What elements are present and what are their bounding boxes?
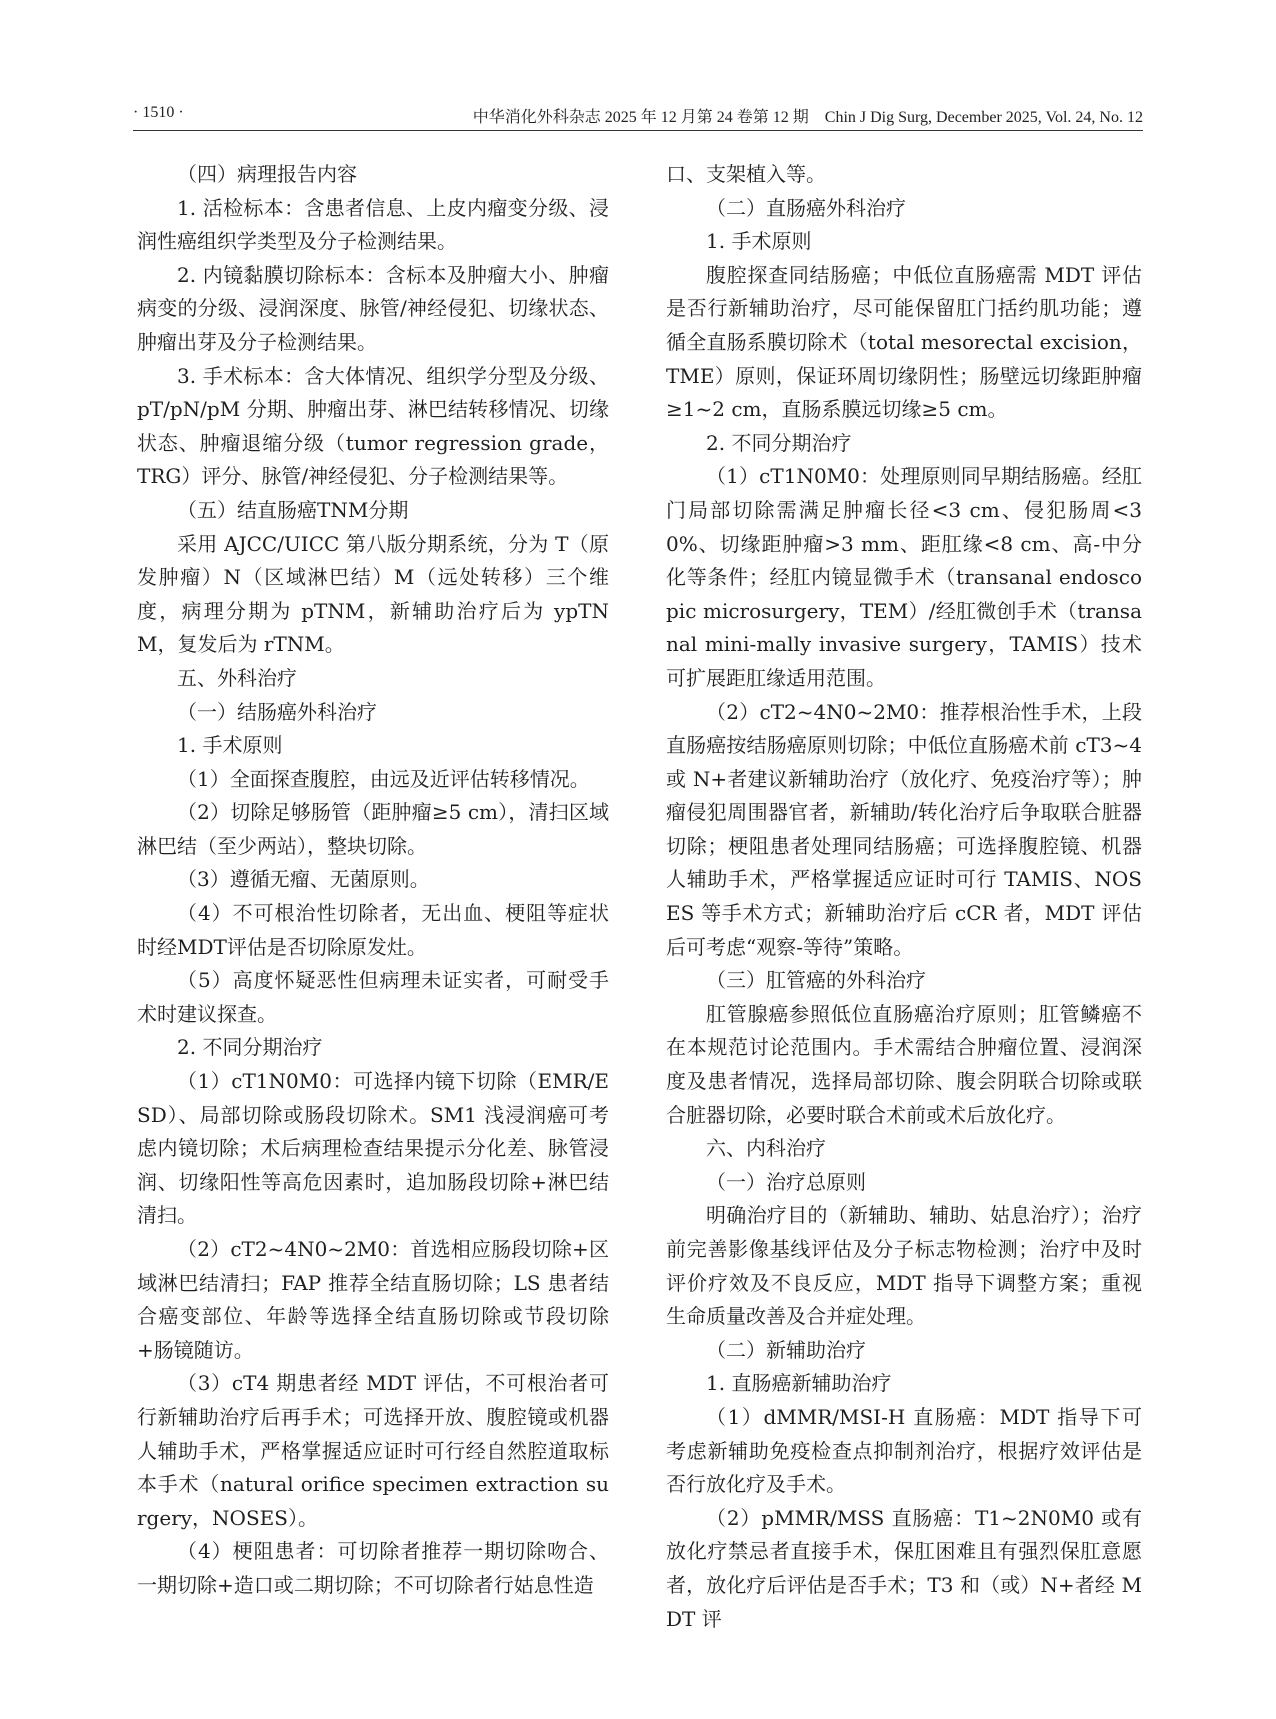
section-heading: （一）治疗总原则 bbox=[706, 1169, 866, 1194]
subsection-heading: 2. 不同分期治疗 bbox=[177, 1035, 323, 1060]
paragraph: 采用 AJCC/UICC 第八版分期系统，分为 T（原发肿瘤）N（区域淋巴结）M（远处转移）三个维度，病理分期为 pTNM，新辅助治疗后为 ypTNM，复发后为 rTNM。 bbox=[137, 531, 609, 657]
section-heading: （五）结直肠癌TNM分期 bbox=[177, 497, 409, 522]
paragraph: （2）切除足够肠管（距肿瘤≥5 cm），清扫区域淋巴结（至少两站），整块切除。 bbox=[137, 800, 609, 858]
section-heading: （三）肛管癌的外科治疗 bbox=[706, 968, 926, 993]
section-heading: （二）新辅助治疗 bbox=[706, 1337, 866, 1362]
paragraph: （1）cT1N0M0：可选择内镜下切除（EMR/ESD）、局部切除或肠段切除术。SM1 浅浸润癌可考虑内镜切除；术后病理检查结果提示分化差、脉管浸润、切缘阳性等高危因素时，追加肠段切除+淋巴结清扫。 bbox=[137, 1069, 609, 1228]
paragraph: （4）不可根治性切除者，无出血、梗阻等症状时经MDT评估是否切除原发灶。 bbox=[137, 901, 609, 959]
paragraph: 明确治疗目的（新辅助、辅助、姑息治疗）；治疗前完善影像基线评估及分子标志物检测；治疗中及时评价疗效及不良反应，MDT 指导下调整方案；重视生命质量改善及合并症处理。 bbox=[666, 1203, 1142, 1329]
paragraph: （2）cT2~4N0~2M0：推荐根治性手术，上段直肠癌按结肠癌原则切除；中低位直肠癌术前 cT3~4 或 N+者建议新辅助治疗（放化疗、免疫治疗等）；肿瘤侵犯周围器官者，新辅助/转化治疗后争取联合脏器切除；梗阻患者处理同结肠癌；可选择腹腔镜、机器人辅助手术，严格掌握适应证时可行 TAMIS、NOSES 等手术方式；新辅助治疗后 cCR 者，MDT 评估后可考虑“观察-等待”策略。 bbox=[666, 699, 1142, 959]
page-number: · 1510 · bbox=[133, 104, 184, 121]
paragraph: （3）遵循无瘤、无菌原则。 bbox=[177, 867, 430, 892]
section-heading: （一）结肠癌外科治疗 bbox=[177, 699, 377, 724]
journal-citation: 中华消化外科杂志 2025 年 12 月第 24 卷第 12 期 Chin J Dig Surg, December 2025, Vol. 24, No. 12 bbox=[472, 109, 1143, 126]
section-heading: 五、外科治疗 bbox=[177, 665, 297, 690]
subsection-heading: 1. 手术原则 bbox=[706, 229, 812, 254]
subsection-heading: 1. 直肠癌新辅助治疗 bbox=[706, 1371, 892, 1396]
paragraph: （四）病理报告内容 bbox=[177, 162, 357, 186]
paragraph: （3）cT4 期患者经 MDT 评估，不可根治者可行新辅助治疗后再手术；可选择开放、腹腔镜或机器人辅助手术，严格掌握适应证时可行经自然腔道取标本手术（natural orifice specimen extraction surgery，NOSES）。 bbox=[137, 1371, 609, 1530]
paragraph: （2）pMMR/MSS 直肠癌：T1~2N0M0 或有放化疗禁忌者直接手术，保肛困难且有强烈保肛意愿者，放化疗后评估是否手术；T3 和（或）N+者经 MDT 评 bbox=[666, 1505, 1142, 1631]
paragraph: 肛管腺癌参照低位直肠癌治疗原则；肛管鳞癌不在本规范讨论范围内。手术需结合肿瘤位置、浸润深度及患者情况，选择局部切除、腹会阴联合切除或联合脏器切除，必要时联合术前或术后放化疗。 bbox=[666, 1001, 1142, 1127]
paragraph: （1）dMMR/MSI-H 直肠癌：MDT 指导下可考虑新辅助免疫检查点抑制剂治疗，根据疗效评估是否行放化疗及手术。 bbox=[666, 1404, 1142, 1497]
paragraph: 3. 手术标本：含大体情况、组织学分型及分级、pT/pN/pM 分期、肿瘤出芽、淋巴结转移情况、切缘状态、肿瘤退缩分级（tumor regression grade，TRG）评分、脉管/神经侵犯、分子检测结果等。 bbox=[137, 363, 609, 489]
paragraph: （1）全面探查腹腔，由远及近评估转移情况。 bbox=[177, 766, 590, 791]
subsection-heading: 2. 不同分期治疗 bbox=[706, 430, 852, 455]
paragraph: （4）梗阻患者：可切除者推荐一期切除吻合、一期切除+造口或二期切除；不可切除者行姑息性造 bbox=[137, 1539, 609, 1597]
paragraph: 1. 活检标本：含患者信息、上皮内瘤变分级、浸润性癌组织学类型及分子检测结果。 bbox=[137, 195, 609, 254]
left-column bbox=[137, 158, 609, 1603]
paragraph: （5）高度怀疑恶性但病理未证实者，可耐受手术时建议探查。 bbox=[137, 968, 609, 1026]
paragraph: 腹腔探查同结肠癌；中低位直肠癌需 MDT 评估是否行新辅助治疗，尽可能保留肛门括约肌功能；遵循全直肠系膜切除术（total mesorectal excision，TME）原则，保证环周切缘阴性；肠壁远切缘距肿瘤≥1~2 cm，直肠系膜远切缘≥5 cm。 bbox=[666, 262, 1142, 422]
subsection-heading: 1. 手术原则 bbox=[177, 733, 283, 758]
section-heading: 六、内科治疗 bbox=[706, 1136, 826, 1161]
paragraph: 2. 内镜黏膜切除标本：含标本及肿瘤大小、肿瘤病变的分级、浸润深度、脉管/神经侵犯、切缘状态、肿瘤出芽及分子检测结果。 bbox=[137, 262, 609, 354]
section-heading: （二）直肠癌外科治疗 bbox=[706, 195, 906, 220]
right-column bbox=[666, 158, 1142, 1636]
paragraph-continuation: 口、支架植入等。 bbox=[666, 162, 826, 186]
paragraph: （2）cT2~4N0~2M0：首选相应肠段切除+区域淋巴结清扫；FAP 推荐全结直肠切除；LS 患者结合癌变部位、年龄等选择全结直肠切除或节段切除+肠镜随访。 bbox=[137, 1237, 609, 1362]
running-header bbox=[133, 102, 1143, 131]
paragraph: （1）cT1N0M0：处理原则同早期结肠癌。经肛门局部切除需满足肿瘤长径<3 cm、侵犯肠周<30%、切缘距肿瘤>3 mm、距肛缘<8 cm、高-中分化等条件；经肛内镜显微手术（transanal endoscopic microsurgery，TEM）/经肛微创手术（transanal mini-mally invasive surgery，TAMIS）技术可扩展距肛缘适用范围。 bbox=[666, 464, 1142, 690]
